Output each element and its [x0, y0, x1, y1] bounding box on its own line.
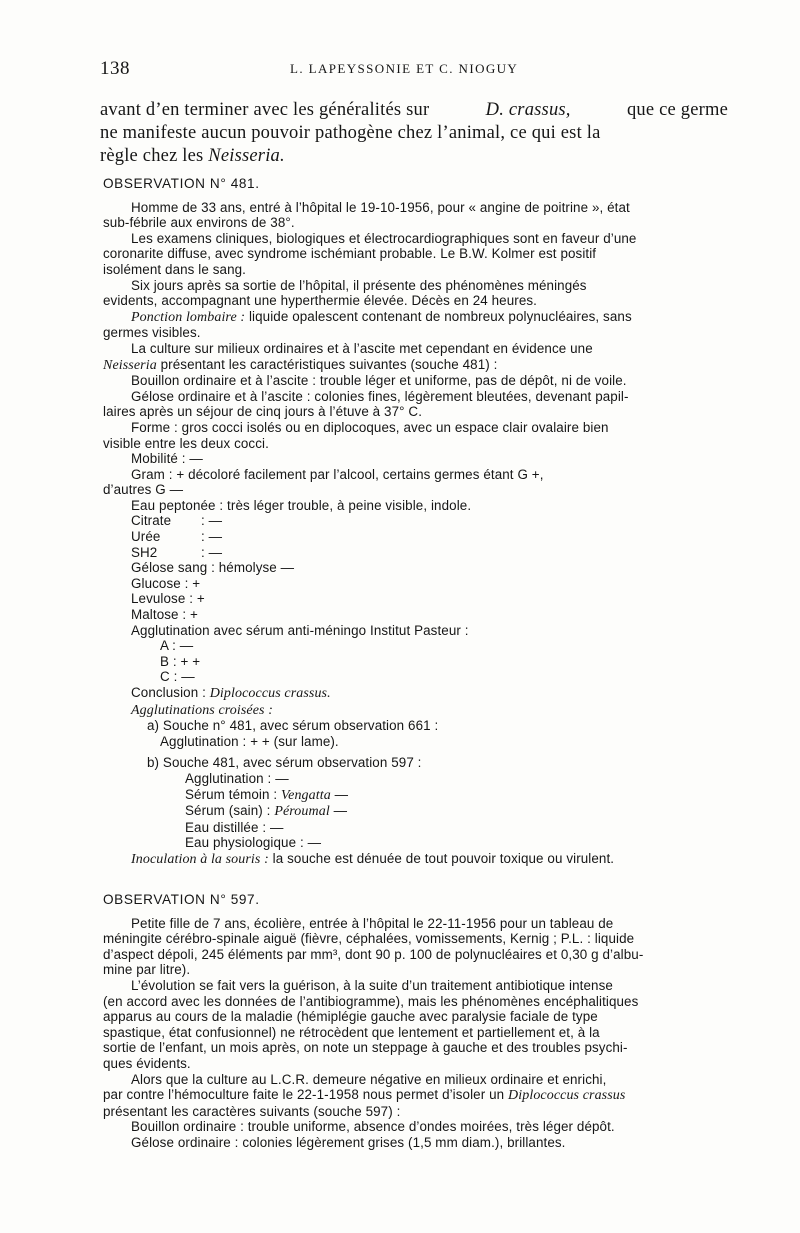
test-line: Sérum témoin : Vengatta — — [185, 786, 349, 803]
test-line: Citrate : — — [131, 513, 223, 529]
test-line: B : + + — [160, 653, 201, 669]
test-line: Gélose ordinaire et à l’ascite : colonies fines, légèrement bleutées, devenant papil- — [131, 388, 629, 404]
test-line: b) Souche 481, avec sérum observation 597 : — [147, 755, 422, 771]
text-line: apparus au cours de la maladie (hémiplégie gauche avec paralysie faciale de type — [103, 1009, 598, 1025]
test-line: A : — — [160, 638, 194, 654]
conclusion-line: Conclusion : Diplococcus crassus. — [131, 685, 331, 701]
test-line: Agglutination avec sérum anti-méningo Institut Pasteur : — [131, 622, 469, 638]
test-line: Bouillon ordinaire : trouble uniforme, absence d’ondes moirées, très léger dépôt. — [131, 1119, 615, 1135]
text-line: par contre l’hémoculture faite le 22-1-1958 nous permet d’isoler un Diplococcus crassus — [103, 1087, 626, 1104]
test-line: Sérum (sain) : Péroumal — — [185, 803, 348, 820]
test-line: Agglutination : — — [185, 770, 289, 786]
intro-line: ne manifeste aucun pouvoir pathogène chez l’animal, ce qui est la — [100, 123, 601, 143]
test-line: Eau physiologique : — — [185, 835, 322, 851]
test-line: laires après un séjour de cinq jours à l’étuve à 37° C. — [103, 404, 423, 420]
text-line: evidents, accompagnant une hyperthermie élevée. Décès en 24 heures. — [103, 293, 537, 309]
intro-paragraph — [100, 99, 728, 168]
test-line: Mobilité : — — [131, 451, 203, 467]
intro-line: avant d’en terminer avec les généralités sur D. crassus, que ce germe — [100, 100, 728, 120]
observation-title: OBSERVATION N° 597. — [103, 892, 260, 907]
test-line: Eau distillée : — — [185, 819, 284, 835]
text-line: Neisseria présentant les caractéristiques suivantes (souche 481) : — [103, 356, 498, 373]
test-line: Gélose sang : hémolyse — — [131, 560, 295, 576]
subheading: Agglutinations croisées : — [131, 702, 273, 718]
text-line: présentant les caractères suivants (souche 597) : — [103, 1103, 401, 1119]
test-line: d’autres G — — [103, 482, 184, 498]
text-line: germes visibles. — [103, 325, 201, 341]
running-head: L. LAPEYSSONIE ET C. NIOGUY — [290, 61, 519, 76]
test-line: C : — — [160, 669, 195, 685]
text-line: Petite fille de 7 ans, écolière, entrée à l’hôpital le 22-11-1956 pour un tableau de — [131, 915, 614, 931]
intro-line: règle chez les Neisseria. — [100, 146, 285, 166]
test-line: Levulose : + — [131, 591, 205, 607]
text-line: méningite cérébro-spinale aiguë (fièvre, céphalées, vomissements, Kernig ; P.L. : liquide — [103, 931, 635, 947]
test-line: Bouillon ordinaire et à l’ascite : trouble léger et uniforme, pas de dépôt, ni de voile. — [131, 373, 627, 389]
test-line: Urée : — — [131, 529, 223, 545]
text-line: sortie de l’enfant, un mois après, on note un steppage à gauche et des troubles psychi- — [103, 1040, 628, 1056]
observation-597 — [103, 892, 731, 1151]
test-line: Eau peptonée : très léger trouble, à peine visible, indole. — [131, 497, 472, 513]
text-line: L’évolution se fait vers la guérison, à la suite d’un traitement antibiotique intense — [131, 977, 613, 993]
page-number: 138 — [100, 58, 130, 79]
text-line: ques évidents. — [103, 1055, 191, 1071]
test-line: Forme : gros cocci isolés ou en diplocoques, avec un espace clair ovalaire bien — [131, 419, 609, 435]
text-line: Inoculation à la souris : la souche est dénuée de tout pouvoir toxique ou virulent. — [131, 850, 615, 867]
text-line: mine par litre). — [103, 962, 191, 978]
observation-title: OBSERVATION N° 481. — [103, 176, 260, 191]
text-line: spastique, état confusionnel) ne rétrocèdent que lentement et partiellement et, à la — [103, 1024, 600, 1040]
observation-481 — [103, 176, 731, 868]
text-line: Ponction lombaire : liquide opalescent contenant de nombreux polynucléaires, sans — [131, 308, 632, 325]
test-line: Agglutination : + + (sur lame). — [160, 733, 339, 749]
test-line: Glucose : + — [131, 575, 201, 591]
text-line: isolément dans le sang. — [103, 261, 246, 277]
text-line: sub-fébrile aux environs de 38°. — [103, 215, 295, 231]
text-line: Les examens cliniques, biologiques et électrocardiographiques sont en faveur d’une — [131, 230, 637, 246]
test-line: Maltose : + — [131, 607, 198, 623]
test-line: Gram : + décoloré facilement par l’alcool, certains germes étant G +, — [131, 466, 544, 482]
test-line: a) Souche n° 481, avec sérum observation 661 : — [147, 718, 439, 734]
test-line: Gélose ordinaire : colonies légèrement grises (1,5 mm diam.), brillantes. — [131, 1134, 566, 1150]
text-line: Homme de 33 ans, entré à l’hôpital le 19-10-1956, pour « angine de poitrine », état — [131, 199, 630, 215]
page-header — [100, 58, 730, 84]
text-line: (en accord avec les données de l’antibiogramme), mais les phénomènes encéphalitiques — [103, 993, 639, 1009]
test-line: visible entre les deux cocci. — [103, 435, 269, 451]
test-line: SH2 : — — [131, 544, 223, 560]
text-line: La culture sur milieux ordinaires et à l’ascite met cependant en évidence une — [131, 340, 593, 356]
text-line: d’aspect dépoli, 245 éléments par mm³, dont 90 p. 100 de polynucléaires et 0,30 g d’albu- — [103, 946, 644, 962]
text-line: coronarite diffuse, avec syndrome ischémiant probable. Le B.W. Kolmer est positif — [103, 246, 597, 262]
text-line: Six jours après sa sortie de l’hôpital, il présente des phénomènes méningés — [131, 277, 587, 293]
text-line: Alors que la culture au L.C.R. demeure négative en milieux ordinaire et enrichi, — [131, 1071, 607, 1087]
